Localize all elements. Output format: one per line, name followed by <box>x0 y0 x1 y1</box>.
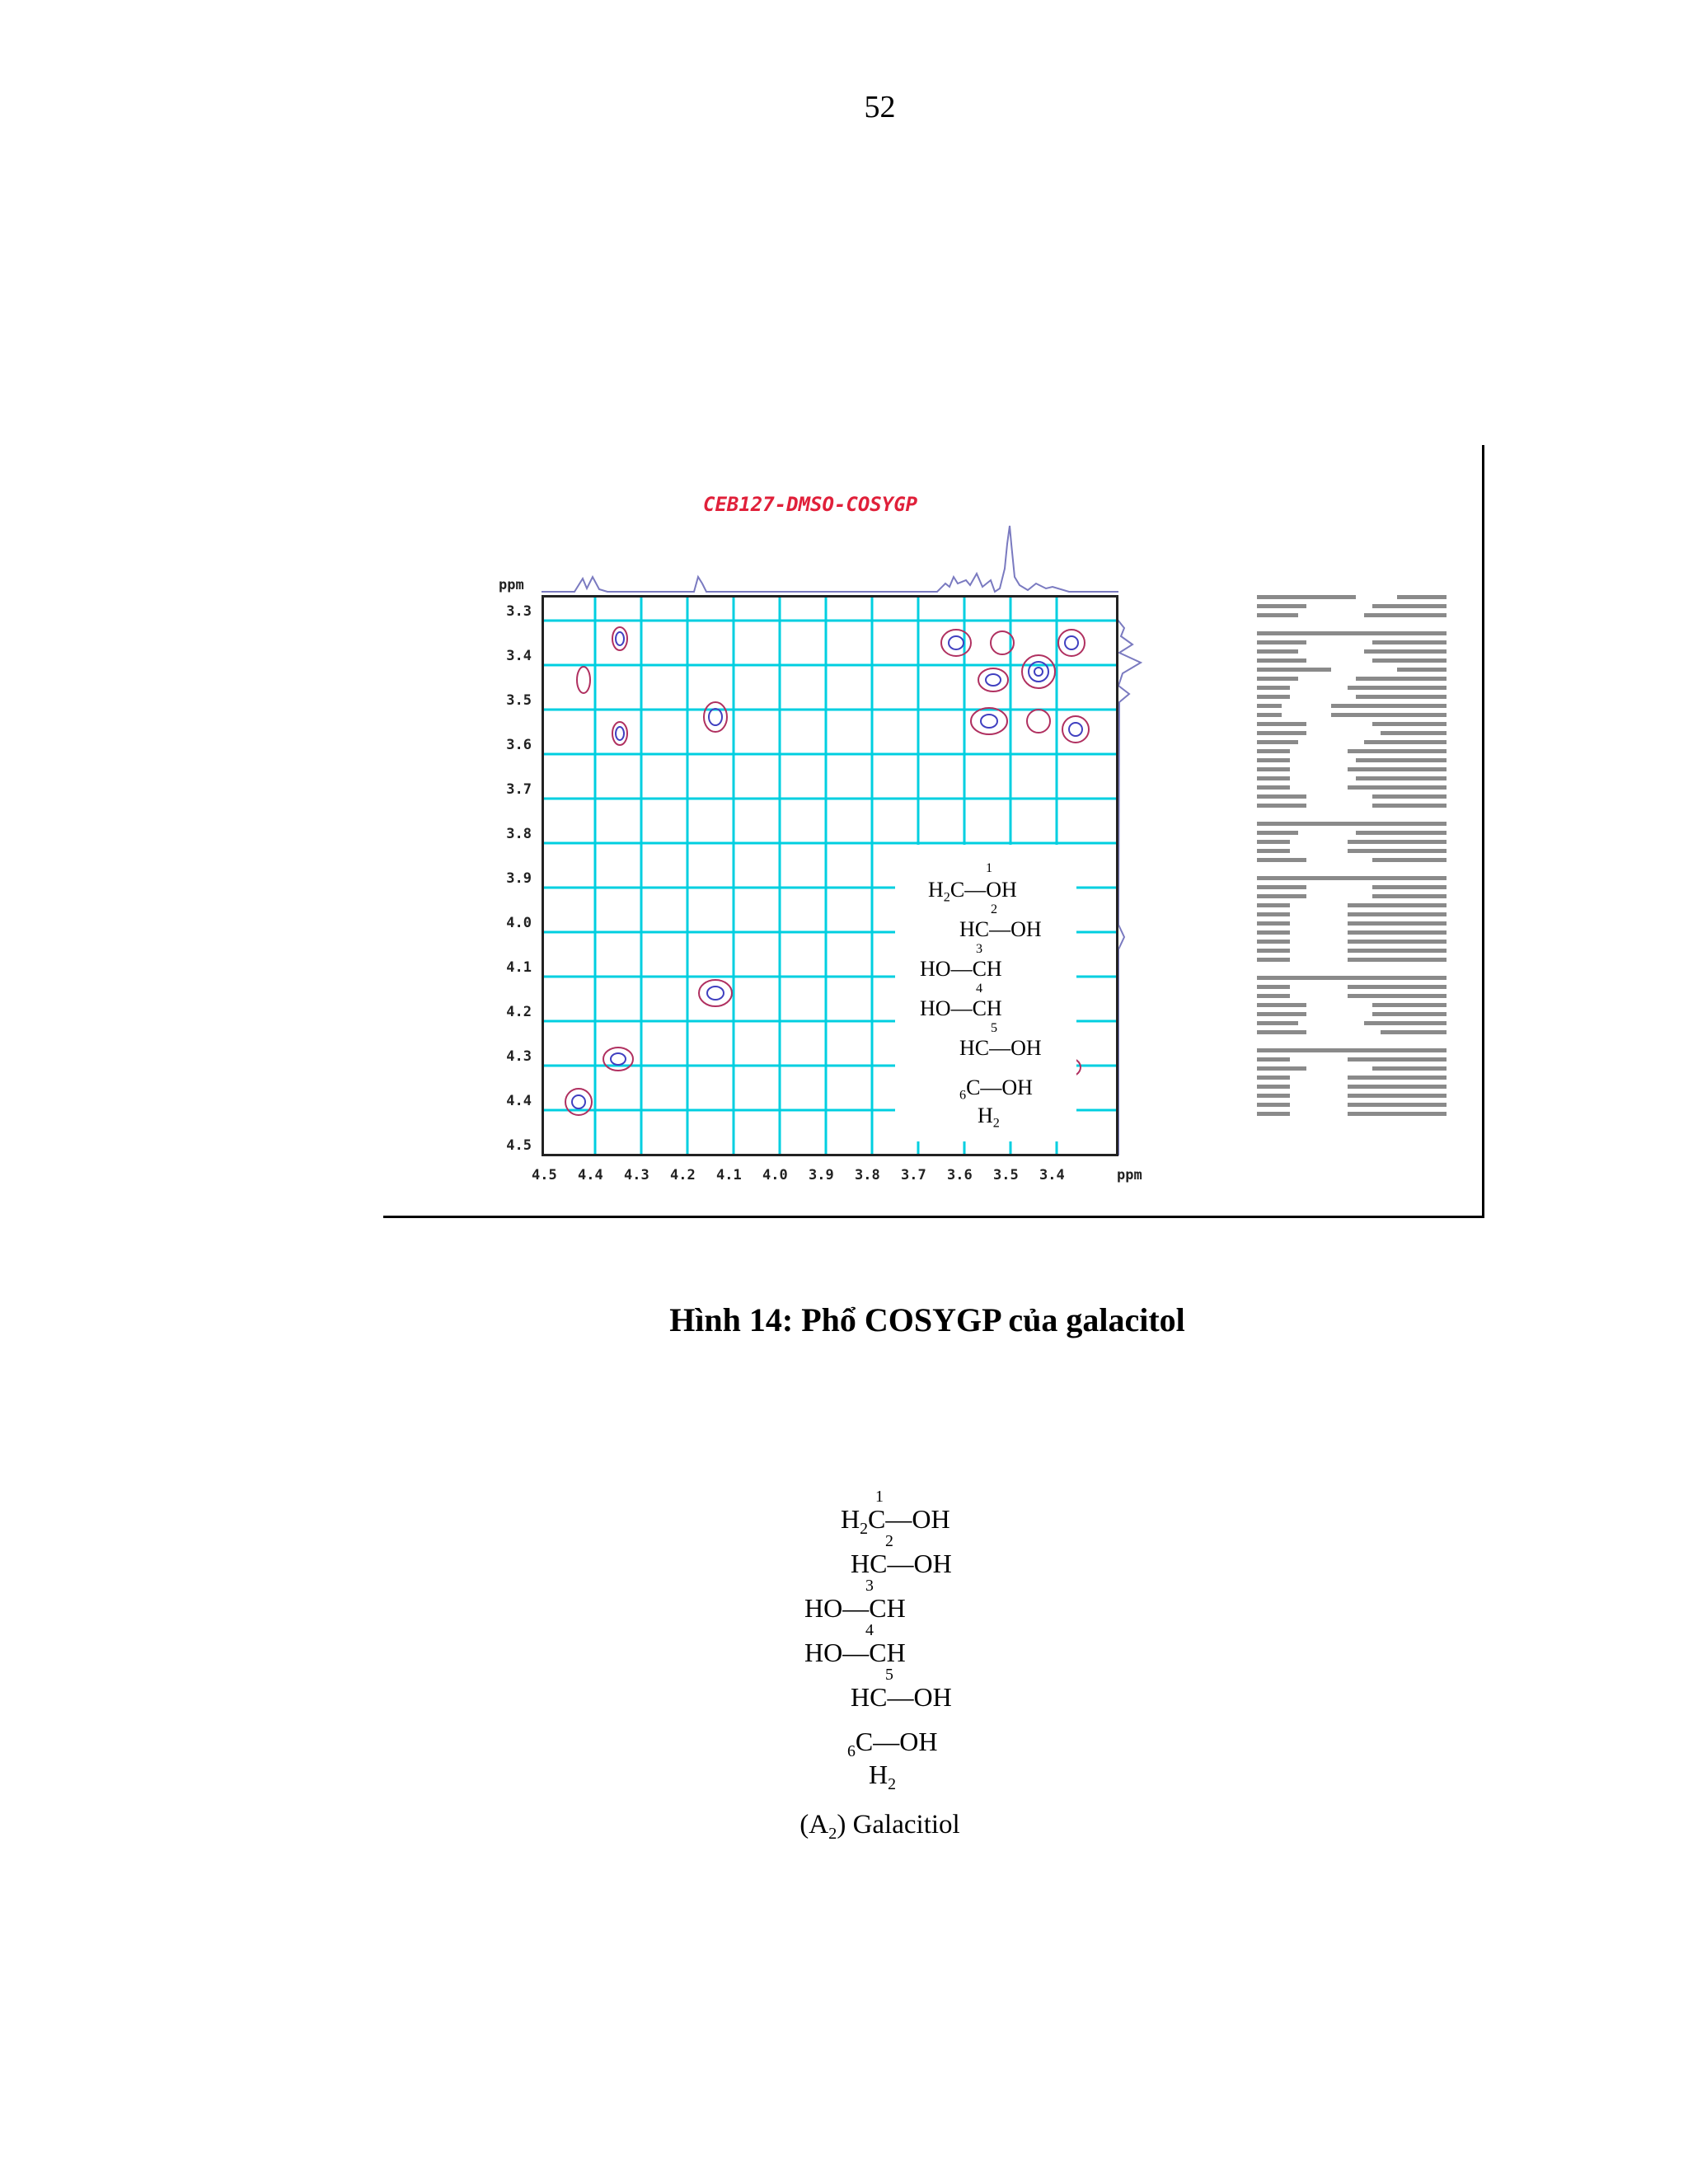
parameter-line <box>1257 1088 1463 1095</box>
y-tick: 3.7 <box>506 781 532 798</box>
parameter-line <box>1257 925 1463 932</box>
y-tick: 3.4 <box>506 648 532 664</box>
atom-c5: HC <box>851 1682 888 1712</box>
y-tick: 3.6 <box>506 737 532 753</box>
parameter-line <box>1257 898 1463 905</box>
y-tick: 3.5 <box>506 692 532 709</box>
hydroxyl-group: OH <box>912 1504 950 1534</box>
figure-caption: Hình 14: Phổ COSYGP của galacitol <box>669 1301 1185 1338</box>
atom-c2: HC <box>959 917 990 941</box>
carbon-number-label: 2 <box>885 1532 893 1550</box>
x-tick: 4.2 <box>670 1167 696 1183</box>
parameter-line <box>1257 698 1463 705</box>
carbon-number-label: 4 <box>865 1621 874 1639</box>
parameter-line <box>1257 680 1463 687</box>
carbon-number-label: 3 <box>976 942 983 956</box>
x-tick: 4.5 <box>532 1167 557 1183</box>
x-tick: 3.4 <box>1039 1167 1065 1183</box>
parameter-line <box>1257 1097 1463 1104</box>
carbon-number-label: 4 <box>976 982 983 996</box>
atom-c6: C <box>966 1076 981 1099</box>
atom-c4: CH <box>972 996 1002 1020</box>
y-tick: 4.0 <box>506 915 532 931</box>
parameter-line <box>1257 1015 1463 1023</box>
carbon-number-label: 6 <box>847 1741 856 1760</box>
parameter-line <box>1257 1061 1463 1068</box>
y-tick: 3.8 <box>506 826 532 842</box>
parameter-line <box>1257 916 1463 923</box>
parameter-line <box>1257 626 1463 633</box>
parameter-line <box>1257 662 1463 669</box>
parameter-line <box>1257 635 1463 642</box>
x-tick: 3.8 <box>855 1167 880 1183</box>
hydroxyl-group: OH <box>986 878 1017 902</box>
y-tick: 3.3 <box>506 603 532 620</box>
parameter-line <box>1257 952 1463 959</box>
atom-h: H <box>928 878 944 902</box>
y-tick: 3.9 <box>506 870 532 887</box>
structure-inset: $H_2C—OH$ 1 HC—OH 2 HO—CH 3 HO—CH 4 HC—OH 5 $_6$C—OH $H_2$ <box>895 845 1076 1141</box>
subscript: 2 <box>943 890 950 905</box>
parameter-line <box>1257 1106 1463 1113</box>
parameter-line <box>1257 1052 1463 1059</box>
acquisition-parameters-panel <box>1257 589 1463 1187</box>
parameter-line <box>1257 1079 1463 1086</box>
hydroxyl-group: OH <box>1001 1076 1033 1099</box>
parameter-line <box>1257 671 1463 678</box>
structure-caption <box>0 1810 1688 1844</box>
hydroxyl-group: OH <box>1010 917 1042 941</box>
caption-prefix: (A <box>799 1810 829 1840</box>
figure-frame <box>383 445 1484 1218</box>
parameter-line <box>1257 834 1463 841</box>
parameter-line <box>1257 961 1463 968</box>
atom-c2: HC <box>851 1549 888 1578</box>
subscript: 2 <box>992 1116 1000 1131</box>
x-tick: 3.7 <box>901 1167 926 1183</box>
parameter-line <box>1257 716 1463 724</box>
hydroxyl-group: HO <box>920 996 951 1020</box>
hydroxyl-group: OH <box>899 1727 938 1756</box>
hydroxyl-group: HO <box>920 957 951 981</box>
atom-c1: C <box>868 1504 886 1534</box>
parameter-line <box>1257 598 1463 606</box>
y-tick: 4.4 <box>506 1093 532 1109</box>
carbon-number-label: 6 <box>959 1088 967 1103</box>
parameter-line <box>1257 807 1463 814</box>
x-tick: 4.3 <box>624 1167 649 1183</box>
parameter-line <box>1257 789 1463 796</box>
y-tick: 4.5 <box>506 1137 532 1154</box>
parameter-line <box>1257 843 1463 851</box>
hydroxyl-group: OH <box>913 1549 952 1578</box>
parameter-line <box>1257 852 1463 860</box>
x-tick: 4.1 <box>716 1167 742 1183</box>
parameter-line <box>1257 997 1463 1005</box>
y-tick: 4.2 <box>506 1004 532 1020</box>
galactitol-structure: $H_2C—OH$ 1 HC—OH 2 HO—CH 3 HO—CH 4 HC—OH 5 $_6$C—OH $H_2$ <box>804 1488 952 1793</box>
atom-c3: CH <box>869 1593 906 1623</box>
parameter-line <box>1257 644 1463 651</box>
x-tick: 4.4 <box>578 1167 603 1183</box>
subscript: 2 <box>888 1774 897 1793</box>
parameter-line <box>1257 762 1463 769</box>
parameter-line <box>1257 1070 1463 1077</box>
x-tick: 3.6 <box>947 1167 973 1183</box>
parameter-line <box>1257 689 1463 696</box>
hydroxyl-group: OH <box>913 1682 952 1712</box>
parameter-line <box>1257 1043 1463 1050</box>
atom-h: H <box>841 1504 860 1534</box>
atom-h: H <box>978 1104 993 1127</box>
carbon-number-label: 5 <box>885 1666 893 1684</box>
x-axis-unit: ppm <box>1117 1167 1142 1183</box>
y-tick: 4.1 <box>506 959 532 976</box>
hydroxyl-group: OH <box>1010 1036 1042 1060</box>
x-tick: 3.9 <box>809 1167 834 1183</box>
parameter-line <box>1257 607 1463 615</box>
hydroxyl-group: HO <box>804 1593 843 1623</box>
parameter-line <box>1257 798 1463 805</box>
parameter-line <box>1257 653 1463 660</box>
x-tick: 4.0 <box>762 1167 788 1183</box>
side-projection-trace <box>1116 595 1149 1155</box>
cosy-plot-area <box>542 595 1118 1156</box>
parameter-line <box>1257 743 1463 751</box>
parameter-line <box>1257 589 1463 597</box>
parameter-line <box>1257 934 1463 941</box>
atom-h: H <box>869 1760 889 1789</box>
y-tick: 4.3 <box>506 1048 532 1065</box>
top-projection-trace <box>542 519 1118 595</box>
y-axis-unit: ppm <box>499 577 524 593</box>
parameter-line <box>1257 979 1463 987</box>
subscript: 2 <box>860 1519 869 1538</box>
atom-c6: C <box>855 1727 874 1756</box>
carbon-number-label: 1 <box>986 861 993 875</box>
parameter-line <box>1257 725 1463 733</box>
parameter-line <box>1257 861 1463 869</box>
x-tick: 3.5 <box>993 1167 1019 1183</box>
caption-subscript: 2 <box>828 1825 837 1844</box>
caption-suffix: ) Galacitiol <box>837 1810 960 1840</box>
parameter-line <box>1257 825 1463 832</box>
carbon-number-label: 3 <box>865 1577 874 1595</box>
carbon-number-label: 1 <box>875 1488 884 1506</box>
parameter-line <box>1257 943 1463 950</box>
parameter-line <box>1257 771 1463 778</box>
atom-c1: C <box>950 878 965 902</box>
spectrum-title: CEB127-DMSO-COSYGP <box>703 493 918 516</box>
parameter-line <box>1257 1006 1463 1014</box>
atom-c4: CH <box>869 1638 906 1667</box>
parameter-line <box>1257 1024 1463 1032</box>
parameter-line <box>1257 988 1463 996</box>
parameter-line <box>1257 780 1463 787</box>
parameter-line <box>1257 870 1463 878</box>
parameter-line <box>1257 616 1463 624</box>
parameter-line <box>1257 816 1463 823</box>
atom-c5: HC <box>959 1036 990 1060</box>
parameter-line <box>1257 879 1463 887</box>
parameter-line <box>1257 707 1463 715</box>
parameter-line <box>1257 907 1463 914</box>
parameter-line <box>1257 752 1463 760</box>
page-number: 52 <box>864 90 896 124</box>
atom-c3: CH <box>972 957 1002 981</box>
parameter-line <box>1257 888 1463 896</box>
carbon-number-label: 2 <box>991 902 998 916</box>
parameter-line <box>1257 970 1463 977</box>
parameter-line <box>1257 734 1463 742</box>
parameter-line <box>1257 1033 1463 1041</box>
carbon-number-label: 5 <box>991 1021 998 1035</box>
hydroxyl-group: HO <box>804 1638 843 1667</box>
